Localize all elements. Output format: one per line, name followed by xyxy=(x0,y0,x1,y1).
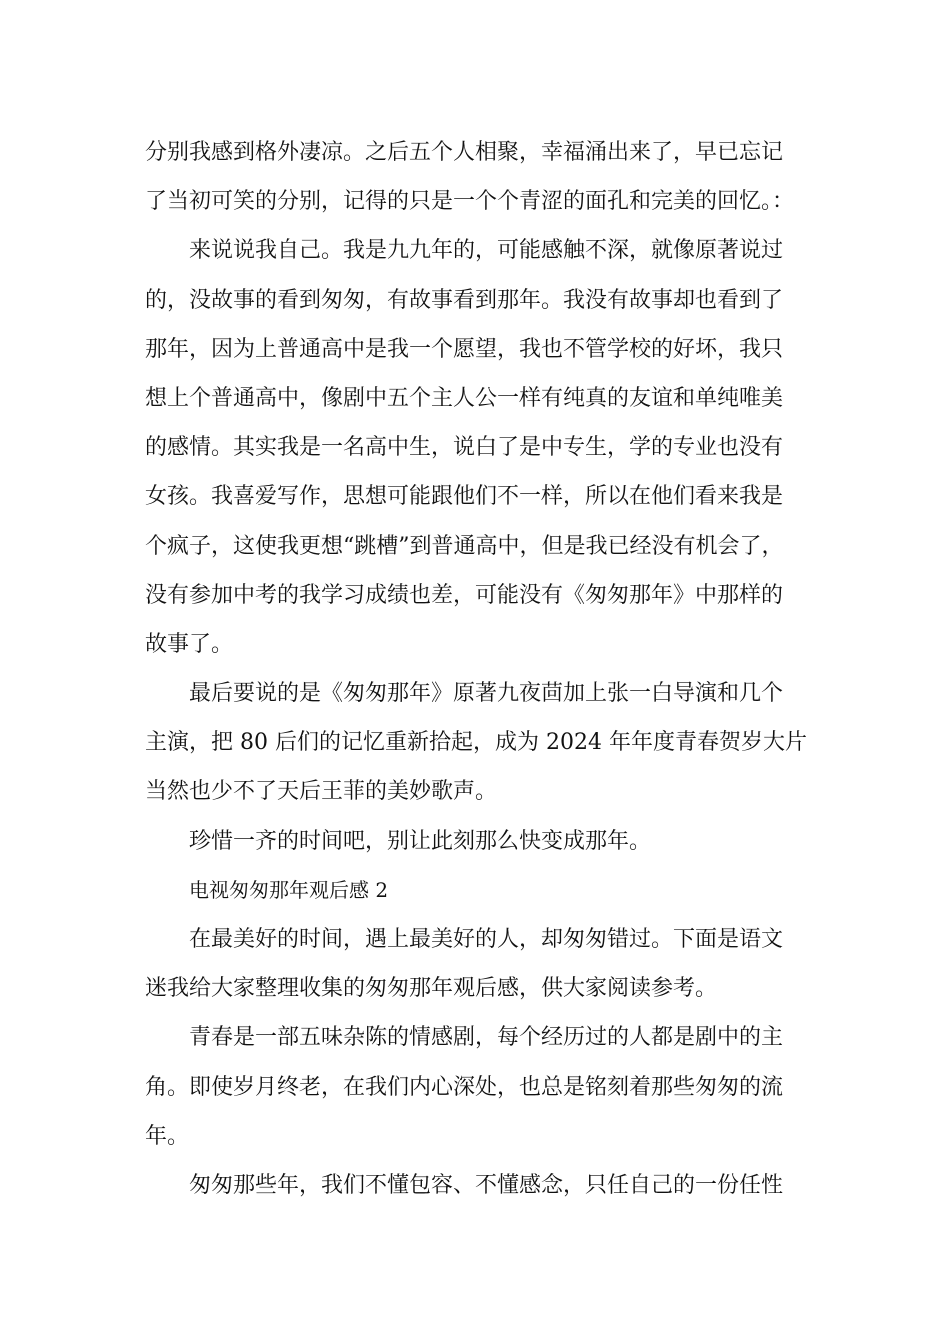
text-line: 角。即使岁月终老，在我们内心深处，也总是铭刻着那些匆匆的流 xyxy=(145,1074,784,1100)
text-line: 主演，把 80 后们的记忆重新拾起，成为 2024 年年度青春贺岁大片 xyxy=(145,730,807,756)
text-line: 当然也少不了天后王菲的美妙歌声。 xyxy=(145,779,498,805)
paragraph-start-line: 珍惜一齐的时间吧，别让此刻那么快变成那年。 xyxy=(189,828,652,854)
section-heading: 电视匆匆那年观后感 2 xyxy=(189,877,389,902)
text-line: 想上个普通高中，像剧中五个主人公一样有纯真的友谊和单纯唯美 xyxy=(145,385,784,411)
paragraph-start-line: 匆匆那些年，我们不懂包容、不懂感念，只任自己的一份任性 xyxy=(189,1172,784,1198)
paragraph-start-line: 在最美好的时间，遇上最美好的人，却匆匆错过。下面是语文 xyxy=(189,927,784,952)
text-line: 了当初可笑的分别，记得的只是一个个青涩的面孔和完美的回忆。： xyxy=(145,189,795,215)
text-line: 女孩。我喜爱写作，思想可能跟他们不一样，所以在他们看来我是 xyxy=(145,484,784,510)
body-text xyxy=(145,128,810,1210)
paragraph-start-line: 青春是一部五味杂陈的情感剧，每个经历过的人都是剧中的主 xyxy=(189,1025,784,1051)
text-line: 分别我感到格外凄凉。之后五个人相聚，幸福涌出来了，早已忘记 xyxy=(145,140,784,165)
text-line: 的感情。其实我是一名高中生，说白了是中专生，学的专业也没有 xyxy=(145,435,784,461)
paragraph-start-line: 最后要说的是《匆匆那年》原著九夜茴加上张一白导演和几个 xyxy=(189,681,784,707)
text-line: 个疯子，这使我更想“跳槽”到普通高中，但是我已经没有机会了， xyxy=(145,533,784,559)
text-line: 故事了。 xyxy=(145,631,234,657)
text-line: 迷我给大家整理收集的匆匆那年观后感，供大家阅读参考。 xyxy=(145,976,718,1002)
paragraph-start-line: 来说说我自己。我是九九年的，可能感触不深，就像原著说过 xyxy=(189,238,784,264)
text-line: 那年，因为上普通高中是我一个愿望，我也不管学校的好坏，我只 xyxy=(145,336,784,362)
text-line: 没有参加中考的我学习成绩也差，可能没有《匆匆那年》中那样的 xyxy=(145,582,784,608)
text-line: 年。 xyxy=(145,1123,190,1149)
text-line: 的，没故事的看到匆匆，有故事看到那年。我没有故事却也看到了 xyxy=(145,287,784,313)
